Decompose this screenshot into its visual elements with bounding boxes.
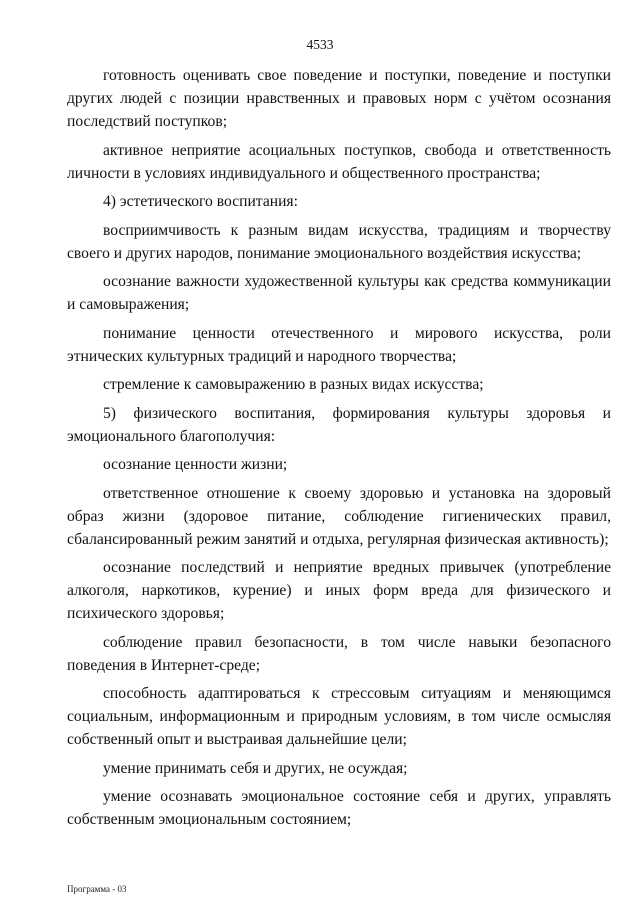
section-heading-physical: 5) физического воспитания, формирования культуры здоровья и эмоционального благополучия: bbox=[67, 404, 611, 445]
paragraph-13: способность адаптироваться к стрессовым ситуациям и меняющимся социальным, информационным и природным условиям, в том числе осмысляя собственный опыт и выстраивая дальнейшие цели; bbox=[67, 685, 611, 748]
paragraph-7: стремление к самовыражению в разных видах искусства; bbox=[103, 376, 484, 393]
paragraph-1: готовность оценивать свое поведение и поступки, поведение и поступки других людей с позиции нравственных и правовых норм с учётом осознания последствий поступков; bbox=[67, 67, 611, 130]
body-text bbox=[67, 64, 611, 837]
paragraph-9: осознание ценности жизни; bbox=[103, 456, 288, 473]
paragraph-11: осознание последствий и неприятие вредных привычек (употребление алкоголя, наркотиков, курение) и иных форм вреда для физического и психического здоровья; bbox=[67, 559, 611, 622]
paragraph-15: умение осознавать эмоциональное состояние себя и других, управлять собственным эмоциональным состоянием; bbox=[67, 788, 611, 828]
paragraph-10: ответственное отношение к своему здоровью и установка на здоровый образ жизни (здоровое питание, соблюдение гигиенических правил, сбалансированный режим занятий и отдыха, регулярная физическая активность); bbox=[67, 484, 611, 548]
paragraph-2: активное неприятие асоциальных поступков, свобода и ответственность личности в условиях индивидуального и общественного пространства; bbox=[67, 141, 611, 182]
paragraph-14: умение принимать себя и других, не осуждая; bbox=[103, 759, 408, 777]
page-number: 4533 bbox=[306, 37, 334, 52]
paragraph-5: осознание важности художественной культуры как средства коммуникации и самовыражения; bbox=[67, 273, 611, 313]
paragraph-12: соблюдение правил безопасности, в том числе навыки безопасного поведения в Интернет-среде; bbox=[67, 633, 611, 674]
paragraph-6: понимание ценности отечественного и мирового искусства, роли этнических культурных традиций и народного творчества; bbox=[67, 324, 611, 365]
section-heading-aesthetic: 4) эстетического воспитания: bbox=[103, 193, 298, 210]
footer-label: Программа - 03 bbox=[67, 884, 127, 894]
paragraph-4: восприимчивость к разным видам искусства, традициям и творчеству своего и других народов, понимание эмоционального воздействия искусства; bbox=[67, 221, 611, 262]
